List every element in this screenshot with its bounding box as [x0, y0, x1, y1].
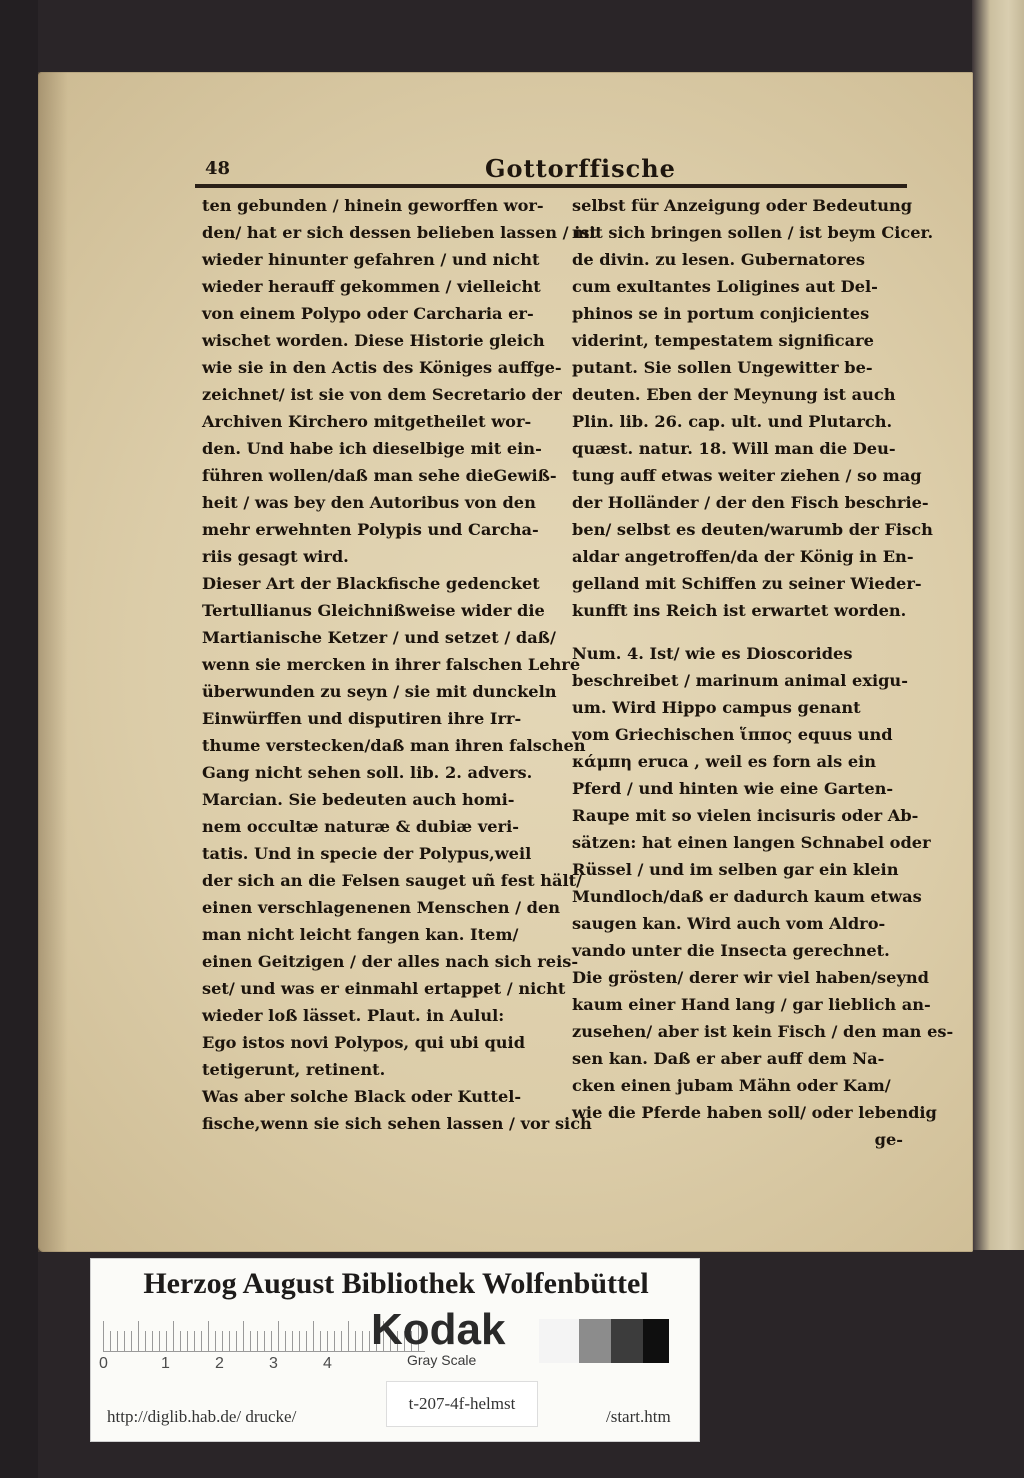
text-column-left — [202, 192, 597, 1137]
ruler-tick — [306, 1331, 307, 1351]
text-line: zeichnet/ ist sie von dem Secretario der — [202, 385, 562, 404]
ruler-label: 3 — [269, 1355, 278, 1372]
ruler-tick — [180, 1331, 181, 1351]
gray-swatch — [539, 1319, 579, 1363]
catchword: ge- — [874, 1130, 903, 1149]
paragraph-gap — [572, 624, 907, 640]
text-line: cken einen jubam Mähn oder Kam/ — [572, 1076, 891, 1095]
text-line: Was aber solche Black oder Kuttel- — [202, 1087, 522, 1106]
text-line: beschreibet / marinum animal exigu- — [572, 671, 908, 690]
text-line: Ego istos novi Polypos, qui ubi quid — [202, 1033, 526, 1052]
text-line: cum exultantes Loligines aut Del- — [572, 277, 878, 296]
library-name: Herzog August Bibliothek Wolfenbüttel — [143, 1267, 649, 1300]
ruler-label: 2 — [215, 1355, 224, 1372]
page-number: 48 — [205, 158, 231, 179]
ruler-tick — [201, 1331, 202, 1351]
text-line: ten gebunden / hinein geworffen wor- — [202, 196, 544, 215]
gray-swatch — [611, 1319, 643, 1363]
text-line: den/ hat er sich dessen belieben lassen / ist — [202, 223, 597, 242]
ruler-tick — [124, 1331, 125, 1351]
page-header — [195, 150, 905, 186]
ruler-tick — [166, 1331, 167, 1351]
text-line: wieder herauff gekommen / vielleicht — [202, 277, 541, 296]
text-line: der Holländer / der den Fisch beschrie- — [572, 493, 929, 512]
text-line: einen Geitzigen / der alles nach sich reis- — [202, 952, 579, 971]
ruler-label: 4 — [323, 1355, 332, 1372]
text-line: kunfft ins Reich ist erwartet worden. — [572, 601, 907, 620]
text-line: führen wollen/daß man sehe dieGewiß- — [202, 466, 557, 485]
text-line: Num. 4. Ist/ wie es Dioscorides — [572, 644, 853, 663]
text-line: wieder loß lässet. Plaut. in Aulul: — [202, 1006, 505, 1025]
url-prefix: http://diglib.hab.de/ drucke/ — [107, 1407, 297, 1426]
text-line: mehr erwehnten Polypis und Carcha- — [202, 520, 539, 539]
gray-swatch — [579, 1319, 611, 1363]
ruler-tick — [117, 1331, 118, 1351]
text-line: aldar angetroffen/da der König in En- — [572, 547, 914, 566]
text-line: heit / was bey den Autoribus von den — [202, 493, 536, 512]
text-line: wenn sie mercken in ihrer falschen Lehre — [202, 655, 581, 674]
text-line: fische,wenn sie sich sehen lassen / vor sich — [202, 1114, 592, 1133]
text-line: de divin. zu lesen. Gubernatores — [572, 250, 866, 269]
running-head: Gottorffische — [485, 154, 676, 183]
text-line: κάμπη eruca , weil es forn als ein — [572, 752, 877, 771]
ruler-tick — [292, 1331, 293, 1351]
header-rule — [195, 184, 907, 188]
text-line: den. Und habe ich dieselbige mit ein- — [202, 439, 542, 458]
text-line: putant. Sie sollen Ungewitter be- — [572, 358, 873, 377]
text-line: tetigerunt, retinent. — [202, 1060, 386, 1079]
ruler-tick — [250, 1331, 251, 1351]
text-line: Einwürffen und disputiren ihre Irr- — [202, 709, 522, 728]
next-page-edge — [972, 0, 1024, 1250]
shelfmark: t-207-4f-helmst — [386, 1381, 538, 1427]
ruler-tick — [362, 1331, 363, 1351]
text-line: Plin. lib. 26. cap. ult. und Plutarch. — [572, 412, 893, 431]
ruler-tick — [257, 1331, 258, 1351]
gray-scale-label: Gray Scale — [407, 1352, 477, 1368]
text-line: deuten. Eben der Meynung ist auch — [572, 385, 896, 404]
ruler-tick — [145, 1331, 146, 1351]
ruler-tick — [348, 1321, 349, 1351]
text-line: wieder hinunter gefahren / und nicht — [202, 250, 540, 269]
ruler-tick — [138, 1321, 139, 1351]
text-line: Die grösten/ derer wir viel haben/seynd — [572, 968, 929, 987]
ruler-tick — [208, 1321, 209, 1351]
text-line: selbst für Anzeigung oder Bedeutung — [572, 196, 913, 215]
text-line: von einem Polypo oder Carcharia er- — [202, 304, 534, 323]
text-line: phinos se in portum conjicientes — [572, 304, 870, 323]
ruler-tick — [334, 1331, 335, 1351]
ruler-tick — [131, 1331, 132, 1351]
ruler-tick — [222, 1331, 223, 1351]
text-line: quæst. natur. 18. Will man die Deu- — [572, 439, 896, 458]
text-column-right — [572, 192, 954, 1153]
ruler-tick — [110, 1331, 111, 1351]
ruler-tick — [194, 1331, 195, 1351]
text-line: saugen kan. Wird auch vom Aldro- — [572, 914, 886, 933]
ruler-tick — [355, 1331, 356, 1351]
ruler-tick — [264, 1331, 265, 1351]
ruler-tick — [159, 1331, 160, 1351]
ruler-tick — [187, 1331, 188, 1351]
ruler-tick — [341, 1331, 342, 1351]
text-line: set/ und was er einmahl ertappet / nicht — [202, 979, 566, 998]
ruler-tick — [173, 1321, 174, 1351]
ruler-tick — [103, 1321, 104, 1351]
text-line: vando unter die Insecta gerechnet. — [572, 941, 890, 960]
text-line: nem occultæ naturæ & dubiæ veri- — [202, 817, 519, 836]
text-line: mit sich bringen sollen / ist beym Cicer. — [572, 223, 934, 242]
text-line: Martianische Ketzer / und setzet / daß/ — [202, 628, 556, 647]
ruler-label: 1 — [161, 1355, 170, 1372]
text-line: tatis. Und in specie der Polypus,weil — [202, 844, 532, 863]
text-line: riis gesagt wird. — [202, 547, 349, 566]
text-line: um. Wird Hippo campus genant — [572, 698, 861, 717]
text-line: Tertullianus Gleichnißweise wider die — [202, 601, 545, 620]
text-line: kaum einer Hand lang / gar lieblich an- — [572, 995, 931, 1014]
ruler-tick — [243, 1321, 244, 1351]
ruler-tick — [313, 1321, 314, 1351]
ruler-tick — [299, 1331, 300, 1351]
color-target-card — [90, 1258, 700, 1442]
text-line: Dieser Art der Blackfische gedencket — [202, 574, 540, 593]
page-gutter-shadow — [38, 72, 68, 1252]
text-line: vom Griechischen ἵππος equus und — [572, 725, 893, 744]
ruler-tick — [236, 1331, 237, 1351]
text-line: sen kan. Daß er aber auff dem Na- — [572, 1049, 885, 1068]
kodak-logo: Kodak — [371, 1305, 506, 1354]
ruler-tick — [320, 1331, 321, 1351]
ruler-tick — [229, 1331, 230, 1351]
text-line: wischet worden. Diese Historie gleich — [202, 331, 545, 350]
text-line: Pferd / und hinten wie eine Garten- — [572, 779, 894, 798]
ruler-label: 0 — [99, 1355, 108, 1372]
text-line: der sich an die Felsen sauget uñ fest hält/ — [202, 871, 583, 890]
text-line: Gang nicht sehen soll. lib. 2. advers. — [202, 763, 533, 782]
text-line: viderint, tempestatem significare — [572, 331, 874, 350]
ruler-tick — [285, 1331, 286, 1351]
text-line: ben/ selbst es deuten/warumb der Fisch — [572, 520, 933, 539]
ruler-tick — [369, 1331, 370, 1351]
text-line: wie sie in den Actis des Königes auffge- — [202, 358, 562, 377]
text-line: sätzen: hat einen langen Schnabel oder — [572, 833, 931, 852]
url-suffix: /start.htm — [606, 1407, 671, 1426]
text-line: Archiven Kirchero mitgetheilet wor- — [202, 412, 532, 431]
ruler-tick — [327, 1331, 328, 1351]
text-line: Marcian. Sie bedeuten auch homi- — [202, 790, 515, 809]
ruler-tick — [271, 1331, 272, 1351]
text-line: Raupe mit so vielen incisuris oder Ab- — [572, 806, 919, 825]
text-line: thume verstecken/daß man ihren falschen — [202, 736, 586, 755]
ruler-tick — [278, 1321, 279, 1351]
text-line: Mundloch/daß er dadurch kaum etwas — [572, 887, 922, 906]
text-line: tung auff etwas weiter ziehen / so mag — [572, 466, 922, 485]
text-line: man nicht leicht fangen kan. Item/ — [202, 925, 519, 944]
text-line: gelland mit Schiffen zu seiner Wieder- — [572, 574, 922, 593]
text-line: einen verschlagenenen Menschen / den — [202, 898, 561, 917]
text-line: zusehen/ aber ist kein Fisch / den man es- — [572, 1022, 954, 1041]
gray-swatch — [643, 1319, 669, 1363]
scan-background-left — [0, 0, 38, 1478]
text-line: Rüssel / und im selben gar ein klein — [572, 860, 899, 879]
text-line: überwunden zu seyn / sie mit dunckeln — [202, 682, 557, 701]
ruler-tick — [215, 1331, 216, 1351]
ruler-tick — [152, 1331, 153, 1351]
text-line: wie die Pferde haben soll/ oder lebendig — [572, 1103, 937, 1122]
